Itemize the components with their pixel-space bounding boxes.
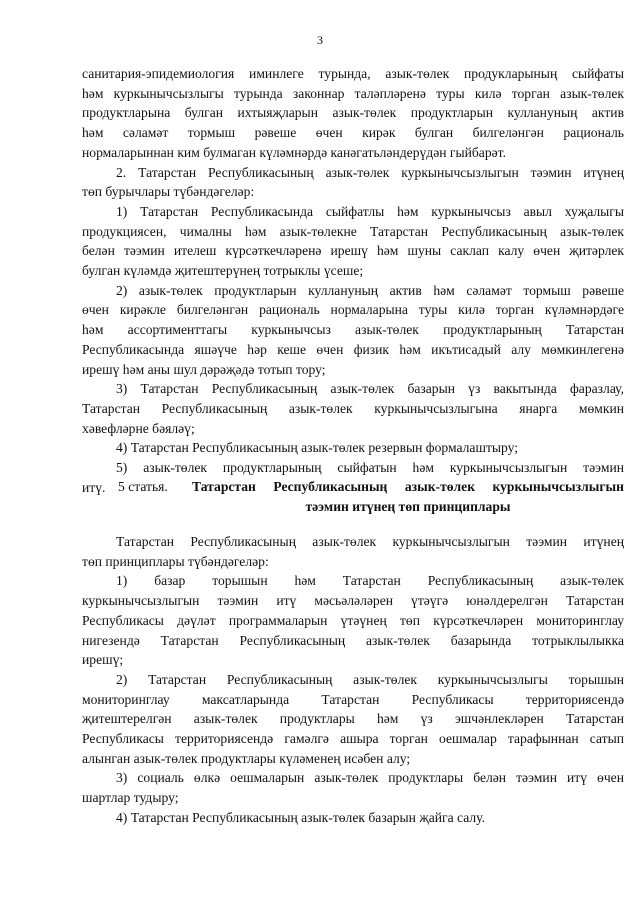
- text-line: 1) базар торышын һәм Татарстан Республикасының азык-төлек: [116, 573, 624, 589]
- text-line: санитария-эпидемиология иминлеге турында, азык-төлек продукларының сыйфаты: [82, 66, 624, 81]
- text-line: 3) Татарстан Республикасының азык-төлек базарын үз вакытында фаразлау,: [116, 381, 624, 397]
- text-line: 3) социаль өлкә оешмаларын азык-төлек продуктлары белән тәэмин итү өчен: [116, 770, 624, 786]
- article-number: 5 статья.: [118, 479, 168, 494]
- text-line: Татарстан Республикасының азык-төлек куркынычсызлыгына янарга мөмкин: [82, 400, 624, 416]
- text-line: белән тәэмин ителеш күрсәткечләренә ирешү һәм шуны саклап калу өчен җитәрлек: [82, 243, 624, 259]
- text-line: 4) Татарстан Республикасының азык-төлек базарын җайга салу.: [116, 809, 486, 825]
- article-title: [192, 477, 624, 517]
- text-line: продуктларына булган ихтыяҗларын азык-төлек продуктларын куллануның актив: [82, 105, 624, 121]
- text-line: ирешү һәм аны шул дәрәҗәдә тотып тору;: [82, 361, 326, 377]
- text-line: Республикасы территориясендә гамәлгә ашыра торган оешмалар тарафыннан сатып: [82, 731, 624, 747]
- text-line: нормаларыннан ким булмаган күләмнәрдә канәгатьләндерүдән гыйбарәт.: [82, 144, 506, 160]
- article-title-line-2: тәэмин итүнең төп принциплары: [305, 499, 511, 514]
- text-line: итү.: [82, 479, 106, 495]
- text-line: төп бурычлары түбәндәгеләр:: [82, 184, 255, 200]
- text-line: 1) Татарстан Республикасында сыйфатлы һәм куркынычсыз авыл хуҗалыгы: [116, 203, 624, 219]
- text-line: җитештерелгән азык-төлек продуктлары һәм үз эшчәнлекләрен Татарстан: [82, 711, 624, 727]
- text-line: 2) азык-төлек продуктларын куллануның актив һәм сәламәт тормыш рәвеше: [116, 282, 624, 298]
- text-line: Республикасы дәүләт программаларын үтәүнең төп күрсәткечләрен мониторинглау: [82, 612, 624, 628]
- text-line: төп принциплары түбәндәгеләр:: [82, 553, 269, 569]
- text-line: хәвефләрне бәяләү;: [82, 420, 195, 436]
- text-line: мониторинглау максатларында Татарстан Республикасы территориясендә: [82, 691, 624, 707]
- article-5-body: [82, 532, 624, 828]
- text-line: булган күләмдә җитештерүнең тотрыклы үсеше;: [82, 263, 364, 279]
- text-line: алынган азык-төлек продуктлары күләменең исәбен алу;: [82, 750, 411, 766]
- article-4-continuation: [82, 64, 624, 497]
- article-title-line-1: Татарстан Республикасының азык-төлек куркынычсызлыгын: [192, 479, 624, 494]
- text-line: нигезендә Татарстан Республикасының азык-төлек базарында тотрыклылыкка: [82, 632, 624, 648]
- text-line: ирешү;: [82, 652, 124, 668]
- text-line: һәм сәламәт тормыш рәвеше өчен кирәк булган билгеләнгән рациональ: [82, 125, 624, 141]
- text-line: һәм ассортименттагы куркынычсыз азык-төлек продуктларының Татарстан: [82, 322, 624, 338]
- text-line: һәм куркынычсызлыгы турында законнар таләпләренә туры килә торган азык-төлек: [82, 85, 624, 101]
- text-line: 2) Татарстан Республикасының азык-төлек куркынычсызлыгы торышын: [116, 671, 624, 687]
- text-line: Татарстан Республикасының азык-төлек куркынычсызлыгын тәэмин итүнең: [116, 534, 624, 549]
- text-line: продукциясен, чималны һәм азык-төлекне Татарстан Республикасының азык-төлек: [82, 223, 624, 239]
- text-line: 4) Татарстан Республикасының азык-төлек резервын формалаштыру;: [116, 440, 519, 456]
- text-line: 5) азык-төлек продуктларының сыйфатын һәм куркынычсызлыгын тәэмин: [116, 460, 624, 476]
- text-line: Республикасында яшәүче һәр кеше өчен физик һәм икътисадый алу мөмкинлегенә: [82, 341, 624, 357]
- text-line: өчен кирәкле билгеләнгән рациональ нормаларына туры килә торган күләмнәрдәге: [82, 302, 624, 318]
- text-line: шартлар тудыру;: [82, 790, 179, 806]
- text-line: куркынычсызлыгын тәэмин итү мәсьәләләрен үтәүгә юнәлдерелгән Татарстан: [82, 593, 624, 609]
- text-line: 2. Татарстан Республикасының азык-төлек куркынычсызлыгын тәэмин итүнең: [116, 164, 624, 180]
- page-number: 3: [317, 33, 323, 47]
